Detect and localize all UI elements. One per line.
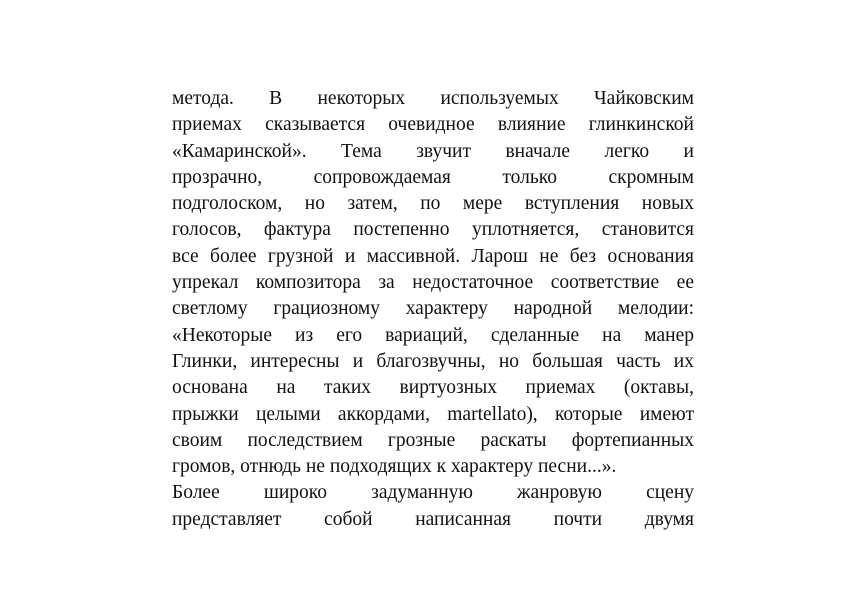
- text-line: представляет собой написанная почти двумя: [172, 508, 694, 530]
- text-line: «Камаринской». Тема звучит вначале легко и: [172, 140, 694, 162]
- text-line: основана на таких виртуозных приемах (октавы,: [172, 377, 694, 399]
- text-line: упрекал композитора за недостаточное соответствие ее: [172, 272, 694, 294]
- text-line: Глинки, интересны и благозвучны, но большая часть их: [172, 350, 694, 372]
- text-line: «Некоторые из его вариаций, сделанные на манер: [172, 324, 694, 346]
- text-line: метода. В некоторых используемых Чайковским: [172, 88, 694, 109]
- text-line: все более грузной и массивной. Ларош не без основания: [172, 245, 694, 267]
- text-line: прозрачно, сопровождаемая только скромным: [172, 166, 694, 188]
- text-line: подголоском, но затем, по мере вступления новых: [172, 193, 694, 215]
- body-text: [172, 86, 694, 533]
- text-line: Более широко задуманную жанровую сцену: [172, 482, 694, 504]
- text-line: приемах сказывается очевидное влияние глинкинской: [172, 114, 694, 136]
- text-line: прыжки целыми аккордами, martellato), которые имеют: [172, 403, 694, 425]
- text-line: громов, отнюдь не подходящих к характеру песни...».: [172, 456, 617, 478]
- text-line: светлому грациозному характеру народной мелодии:: [172, 298, 694, 320]
- text-line: голосов, фактура постепенно уплотняется, становится: [172, 219, 694, 241]
- text-line: своим последствием грозные раскаты фортепианных: [172, 429, 694, 451]
